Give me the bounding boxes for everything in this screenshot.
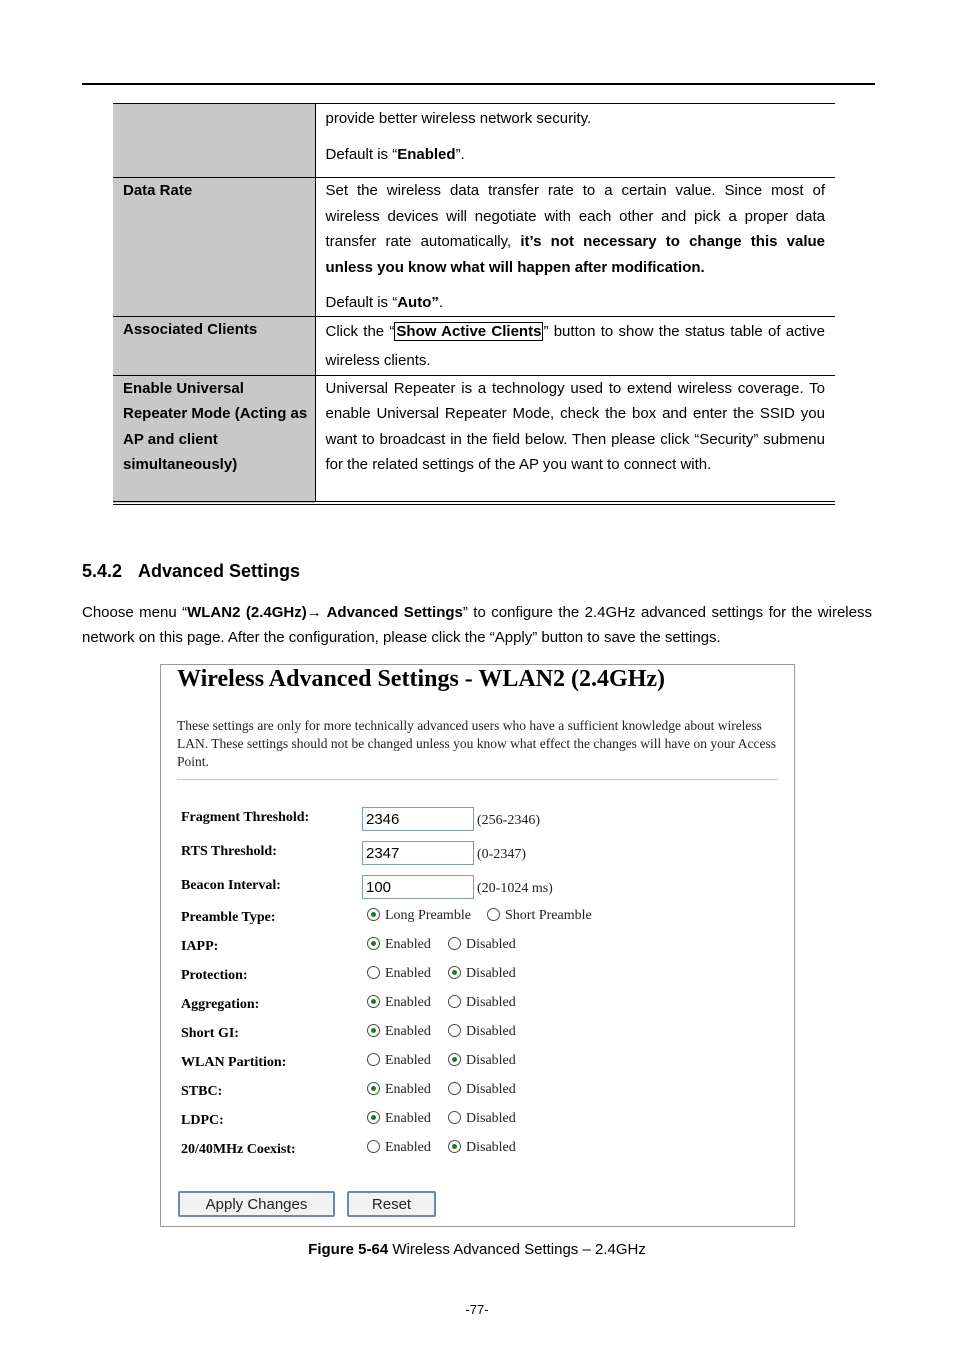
- enabled-radio[interactable]: [367, 1111, 380, 1124]
- section-title: 5.4.2 Advanced Settings: [82, 561, 301, 581]
- header-rule: [82, 83, 875, 85]
- enabled-option[interactable]: Enabled: [367, 1053, 431, 1069]
- long-preamble-radio[interactable]: [367, 908, 380, 921]
- short-preamble-option[interactable]: Short Preamble: [487, 908, 592, 924]
- enabled-option[interactable]: Enabled: [367, 1140, 431, 1156]
- table-row: [113, 104, 835, 178]
- param-name: Associated Clients: [113, 316, 315, 375]
- disabled-radio[interactable]: [448, 966, 461, 979]
- disabled-option[interactable]: Disabled: [448, 966, 516, 982]
- disabled-radio[interactable]: [448, 1024, 461, 1037]
- short-preamble-radio[interactable]: [487, 908, 500, 921]
- rts-threshold-input[interactable]: [362, 841, 474, 865]
- apply-changes-button[interactable]: Apply Changes: [178, 1191, 335, 1217]
- enabled-radio[interactable]: [367, 1024, 380, 1037]
- table-row: [113, 375, 835, 503]
- enabled-radio[interactable]: [367, 1053, 380, 1066]
- enabled-radio[interactable]: [367, 966, 380, 979]
- disabled-radio[interactable]: [448, 937, 461, 950]
- toggle-label: STBC:: [181, 1084, 223, 1099]
- enabled-radio[interactable]: [367, 1140, 380, 1153]
- enabled-option[interactable]: Enabled: [367, 937, 431, 953]
- beacon-interval-input[interactable]: [362, 875, 474, 899]
- disabled-radio[interactable]: [448, 1053, 461, 1066]
- param-desc: Universal Repeater is a technology used to extend wireless coverage. To enable Universal Repeater Mode, check the box and enter the SSID you want to broadcast in the field below. Then please click “Security” submenu for the related settings of the AP you want to connect with.: [315, 375, 835, 503]
- long-preamble-option[interactable]: Long Preamble: [367, 908, 471, 924]
- intro-paragraph: Choose menu “WLAN2 (2.4GHz)→ Advanced Settings” to configure the 2.4GHz advanced settings for the wireless network on this page. After the configuration, please click the “Apply” button to save the settings.: [82, 604, 872, 646]
- table-row: [113, 178, 835, 317]
- page-number: -77-: [465, 1302, 489, 1317]
- enabled-radio[interactable]: [367, 937, 380, 950]
- figure-caption: Figure 5-64 Wireless Advanced Settings – 2.4GHz: [308, 1241, 646, 1258]
- enabled-option[interactable]: Enabled: [367, 995, 431, 1011]
- enabled-option[interactable]: Enabled: [367, 966, 431, 982]
- disabled-option[interactable]: Disabled: [448, 937, 516, 953]
- toggle-label: Protection:: [181, 968, 248, 983]
- reset-button[interactable]: Reset: [347, 1191, 436, 1217]
- param-name: Enable Universal Repeater Mode (Acting as AP and client simultaneously): [113, 375, 315, 503]
- param-desc: Set the wireless data transfer rate to a certain value. Since most of wireless devices will negotiate with each other and pick a proper data transfer rate automatically, it’s not necessary to change this value unless you know what will happen after modification. Default is “Auto”.: [315, 178, 835, 317]
- toggle-label: WLAN Partition:: [181, 1055, 287, 1070]
- page-description: These settings are only for more technically advanced users who have a sufficient knowledge about wireless LAN. These settings should not be changed unless you know what effect the changes will have on your Access Point.: [177, 718, 776, 769]
- toggle-label: LDPC:: [181, 1113, 224, 1128]
- toggle-label: IAPP:: [181, 939, 219, 954]
- disabled-option[interactable]: Disabled: [448, 1024, 516, 1040]
- settings-screenshot: Wireless Advanced Settings - WLAN2 (2.4GHz) These settings are only for more technically advanced users who have a sufficient knowledge about wireless LAN. These settings should not be changed unless you know what effect the changes will have on your Access Point. Fragment Threshold: 2346 (256-2346) RTS Threshold: 2347 (0-2347) Beacon Interval: 100 (20-1024 ms) Preamble Type: Long Preamble Short Preamble IAPP: Enabled Disabled Protection: Enabled Disabled Aggregation: Enabled Disabled Short GI: Enabled Disabled WLAN Partition: Enabled Disabled STBC: Enabled Disabled LDPC: Enabled Disabled 20/40MHz Coexist: Enabled Disabled Apply Changes Reset: [160, 664, 795, 1227]
- enabled-radio[interactable]: [367, 995, 380, 1008]
- disabled-option[interactable]: Disabled: [448, 1140, 516, 1156]
- show-active-clients-ref: Show Active Clients: [396, 322, 542, 340]
- disabled-radio[interactable]: [448, 995, 461, 1008]
- disabled-option[interactable]: Disabled: [448, 1082, 516, 1098]
- toggle-label: 20/40MHz Coexist:: [181, 1142, 296, 1157]
- fragment-threshold-input[interactable]: [362, 807, 474, 831]
- enabled-option[interactable]: Enabled: [367, 1024, 431, 1040]
- disabled-option[interactable]: Disabled: [448, 995, 516, 1011]
- param-name: [113, 104, 315, 178]
- page-title: Wireless Advanced Settings - WLAN2 (2.4GHz): [177, 666, 666, 692]
- parameter-table: [113, 103, 835, 505]
- table-row: [113, 316, 835, 375]
- param-desc: Click the “ Show Active Clients ” button to show the status table of active wireless clients.: [315, 316, 835, 375]
- toggle-label: Short GI:: [181, 1026, 239, 1041]
- divider: [177, 779, 778, 780]
- param-desc: provide better wireless network security. Default is “Enabled”.: [315, 104, 835, 178]
- enabled-option[interactable]: Enabled: [367, 1111, 431, 1127]
- disabled-option[interactable]: Disabled: [448, 1111, 516, 1127]
- enabled-option[interactable]: Enabled: [367, 1082, 431, 1098]
- disabled-radio[interactable]: [448, 1111, 461, 1124]
- disabled-radio[interactable]: [448, 1082, 461, 1095]
- param-name: Data Rate: [113, 178, 315, 317]
- disabled-radio[interactable]: [448, 1140, 461, 1153]
- enabled-radio[interactable]: [367, 1082, 380, 1095]
- disabled-option[interactable]: Disabled: [448, 1053, 516, 1069]
- toggle-label: Aggregation:: [181, 997, 260, 1012]
